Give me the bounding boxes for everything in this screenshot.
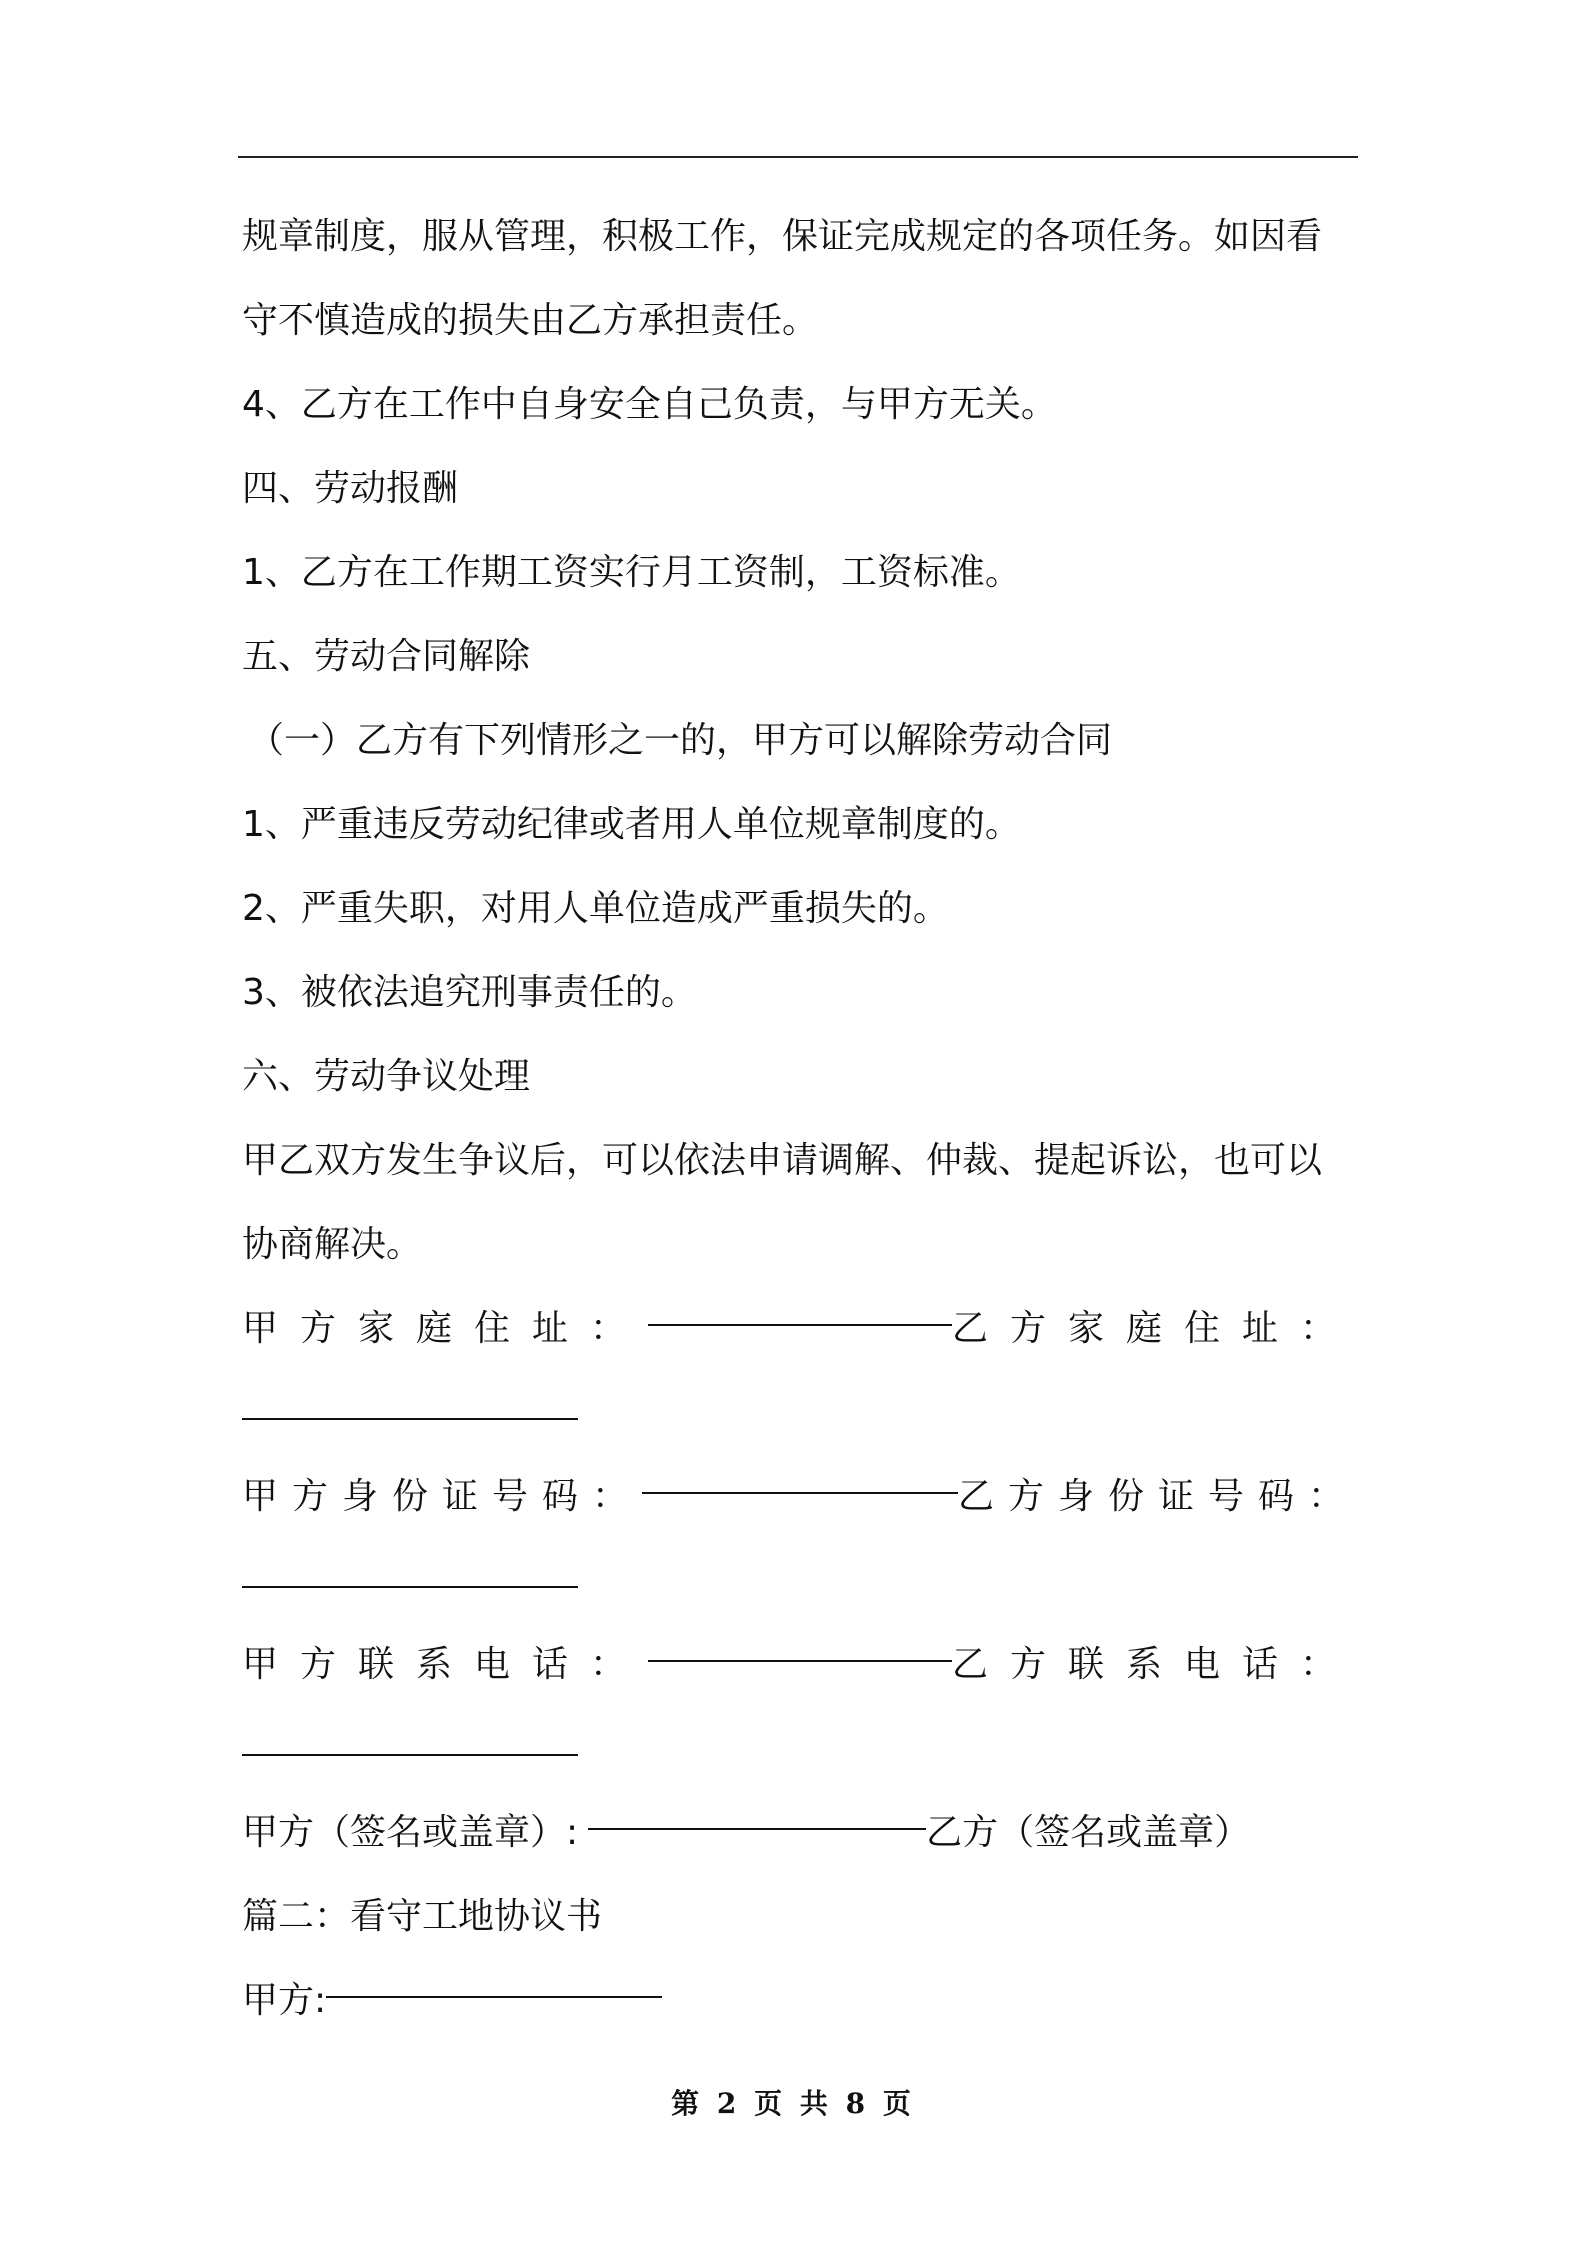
termination-subheading: （一）乙方有下列情形之一的，甲方可以解除劳动合同 bbox=[248, 720, 1113, 761]
section-2-party-a-label: 甲方: bbox=[242, 1980, 327, 2021]
party-b-signature-label: 乙方（签名或盖章） bbox=[926, 1812, 1251, 1853]
party-b-phone-blank[interactable] bbox=[242, 1754, 578, 1756]
party-b-address-label: 乙方家庭住址： bbox=[951, 1308, 1358, 1349]
document-body bbox=[242, 195, 1358, 2043]
termination-item-3: 3、被依法追究刑事责任的。 bbox=[242, 972, 697, 1013]
party-a-address-label: 甲方家庭住址： bbox=[242, 1308, 649, 1349]
party-a-id-blank[interactable] bbox=[642, 1492, 958, 1494]
party-b-address-row bbox=[242, 1371, 1358, 1455]
party-b-id-blank[interactable] bbox=[242, 1586, 578, 1588]
party-a-signature-blank[interactable] bbox=[588, 1828, 926, 1830]
clause-1-salary: 1、乙方在工作期工资实行月工资制，工资标准。 bbox=[242, 552, 1021, 593]
party-b-phone-label: 乙方联系电话： bbox=[951, 1644, 1358, 1685]
section-2-title: 篇二：看守工地协议书 bbox=[242, 1896, 603, 1937]
body-line-2: 守不慎造成的损失由乙方承担责任。 bbox=[242, 300, 819, 341]
section-2-party-a-row bbox=[242, 1959, 1358, 2043]
body-line-1: 规章制度，服从管理，积极工作，保证完成规定的各项任务。如因看 bbox=[242, 216, 1323, 257]
section-2-party-a-blank[interactable] bbox=[326, 1996, 662, 1998]
party-a-signature-label: 甲方（签名或盖章）: bbox=[242, 1812, 579, 1853]
page-indicator: 第 2 页 共 8 页 bbox=[671, 2087, 915, 2120]
dispute-text-1: 甲乙双方发生争议后，可以依法申请调解、仲裁、提起诉讼，也可以 bbox=[242, 1140, 1323, 1181]
dispute-text-2: 协商解决。 bbox=[242, 1224, 423, 1265]
termination-item-1: 1、严重违反劳动纪律或者用人单位规章制度的。 bbox=[242, 804, 1021, 845]
party-a-id-label: 甲方身份证号码： bbox=[242, 1476, 643, 1517]
id-field-row bbox=[242, 1455, 1358, 1539]
party-a-phone-label: 甲方联系电话： bbox=[242, 1644, 649, 1685]
header-rule bbox=[238, 156, 1358, 158]
signature-row bbox=[242, 1791, 1358, 1875]
party-b-address-blank[interactable] bbox=[242, 1418, 578, 1420]
party-b-phone-row bbox=[242, 1707, 1358, 1791]
heading-termination: 五、劳动合同解除 bbox=[242, 636, 531, 677]
party-a-address-blank[interactable] bbox=[648, 1324, 952, 1326]
party-a-phone-blank[interactable] bbox=[648, 1660, 952, 1662]
party-b-id-row bbox=[242, 1539, 1358, 1623]
termination-item-2: 2、严重失职，对用人单位造成严重损失的。 bbox=[242, 888, 949, 929]
phone-field-row bbox=[242, 1623, 1358, 1707]
address-field-row bbox=[242, 1287, 1358, 1371]
clause-4-safety: 4、乙方在工作中自身安全自己负责，与甲方无关。 bbox=[242, 384, 1057, 425]
heading-dispute: 六、劳动争议处理 bbox=[242, 1056, 531, 1097]
party-b-id-label: 乙方身份证号码： bbox=[957, 1476, 1358, 1517]
heading-remuneration: 四、劳动报酬 bbox=[242, 468, 459, 509]
